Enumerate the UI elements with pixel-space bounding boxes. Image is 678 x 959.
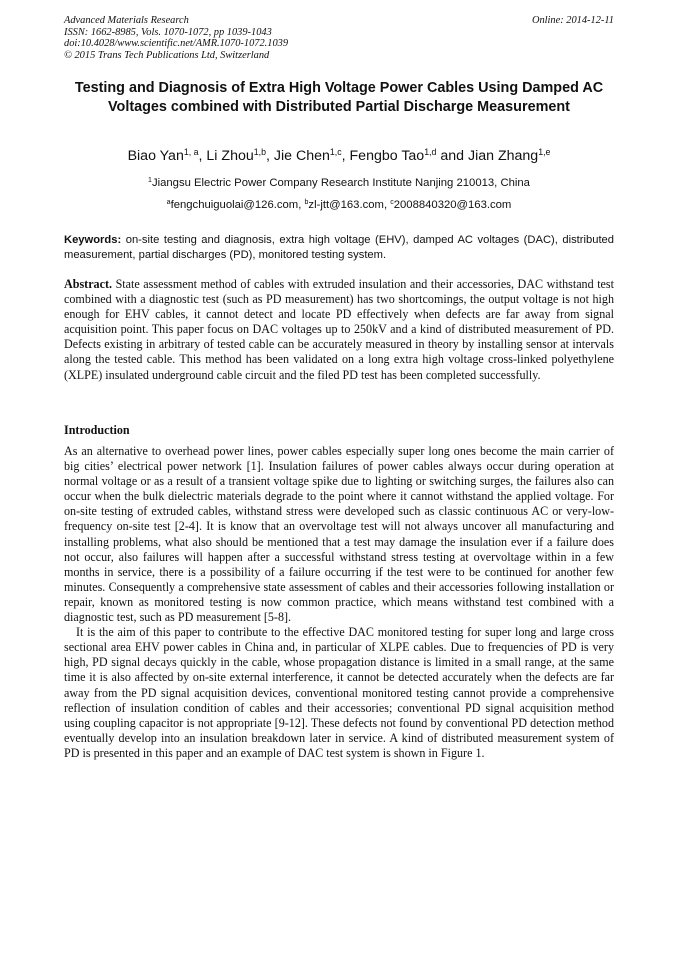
- doi-line: doi:10.4028/www.scientific.net/AMR.1070-1072.1039: [64, 38, 289, 49]
- paper-title: Testing and Diagnosis of Extra High Voltage Power Cables Using Damped AC Voltages combined with Distributed Partial Discharge Measurement: [74, 80, 604, 115]
- section-heading-introduction: Introduction: [64, 423, 130, 437]
- email-sup: a: [166, 199, 171, 207]
- author-affil-sup: 1,b: [253, 147, 266, 158]
- author-affil-sup: 1,c: [329, 147, 342, 158]
- abstract-label: Abstract.: [64, 277, 113, 291]
- journal-name: Advanced Materials Research: [64, 15, 189, 26]
- author-name: Biao Yan: [127, 148, 184, 164]
- author-name: Fengbo Tao: [349, 148, 425, 164]
- email-separator: ,: [298, 199, 305, 211]
- paragraph: As an alternative to overhead power lines, power cables especially super long ones become the main carrier of big cities’ electrical power network [1]. Insulation failures of power cables always occur during operation at normal voltage or as a result of a transient voltage spike due to lighting or switching surges, the failures also can occur when the bulk dielectric materials degrade to the point where it cannot withstand the applied voltage. For on-site testing of extruded cables, withstand stress were developed such as classic continuous AC or very-low-frequency on-site test [2-4]. It is know that an overvoltage test will not always uncover all manufacturing and installing problems, what also should be mentioned that a test may damage the insulation ever if a failure does not occur, also failures will happen after a successful withstand stress testing at overvoltage within in a few months in service, there is a possibility of a failure occurring if the test were to be continued for another few minutes. Consequently a comprehensive state assessment of cables and their accessories following installation or repair, known as monitored testing is now common practice, which means withstand test combined with a diagnostic test, such as PD measurement [5-8].: [64, 444, 614, 625]
- email-b[interactable]: zl-jtt@163.com: [308, 199, 384, 211]
- author-separator: ,: [265, 148, 274, 164]
- affiliation-text: Jiangsu Electric Power Company Research Institute Nanjing 210013, China: [151, 177, 530, 189]
- abstract-text: State assessment method of cables with extruded insulation and their accessories, DAC withstand test combined with a diagnostic test (such as PD measurement) has two shortcomings, the output voltage is not high enough for EHV cables, it cannot detect and locate PD effectively when defects are far away from signal acquisition point. This paper focus on DAC voltages up to 250kV and a kind of distributed measurement of PD. Defects existing in arbitrary of tested cable can be accurately measured in theory by installing sensor at intervals along the tested cable. This method has been validated on a long extra high voltage cross-linked polyethylene (XLPE) insulated underground cable circuit and the filed PD test has been completed successfully.: [64, 277, 614, 382]
- abstract-block: [64, 277, 614, 383]
- online-date: Online: 2014-12-11: [531, 15, 614, 26]
- affiliation-sup: 1: [148, 177, 152, 185]
- author-affil-sup: 1, a: [183, 147, 199, 158]
- keywords-label: Keywords:: [64, 234, 122, 246]
- author-separator: ,: [341, 148, 350, 164]
- email-separator: ,: [383, 199, 391, 211]
- copyright-line: © 2015 Trans Tech Publications Ltd, Switzerland: [64, 49, 270, 61]
- email-c[interactable]: 2008840320@163.com: [393, 199, 512, 211]
- author-name: Jie Chen: [273, 148, 330, 164]
- email-sup: c: [390, 199, 394, 207]
- email-list: [64, 198, 614, 212]
- author-affil-sup: 1,d: [424, 147, 437, 158]
- author-list: [64, 147, 614, 165]
- introduction-body: [64, 444, 614, 761]
- journal-header: [64, 15, 288, 61]
- author-separator: ,: [198, 148, 207, 164]
- paragraph: It is the aim of this paper to contribute to the effective DAC monitored testing for super long and large cross sectional area EHV power cables in China and, in particular of XLPE cables. Due to frequencies of PD is very high, PD signal decays quickly in the cable, whose propagation distance is limited in a small range, at the same time it is also affected by on-site external interference, it cannot be detected accurately when the defects are far away from the PD signal acquisition devices, conventional monitored testing cannot provide a comprehensive reflection of insulation condition of cables and their accessories; conventional PD signal acquisition method using coupling capacitor is not appropriate [9-12]. These defects not found by conventional PD detection method eventually develop into an insulation breakdown later in service. A kind of distributed measurement system of PD is presented in this paper and an example of DAC test system is shown in Figure 1.: [64, 625, 614, 760]
- keywords-block: [64, 233, 614, 262]
- author-affil-sup: 1,e: [538, 147, 551, 158]
- author-separator: and: [436, 148, 468, 164]
- author-name: Li Zhou: [206, 148, 254, 164]
- affiliation: [64, 176, 614, 190]
- issn-line: ISSN: 1662-8985, Vols. 1070-1072, pp 1039-1043: [64, 26, 272, 38]
- email-sup: b: [304, 199, 309, 207]
- keywords-text: on-site testing and diagnosis, extra high voltage (EHV), damped AC voltages (DAC), distributed measurement, partial discharges (PD), monitored testing system.: [64, 234, 614, 261]
- author-name: Jian Zhang: [468, 148, 539, 164]
- email-a[interactable]: fengchuiguolai@126.com: [170, 199, 299, 211]
